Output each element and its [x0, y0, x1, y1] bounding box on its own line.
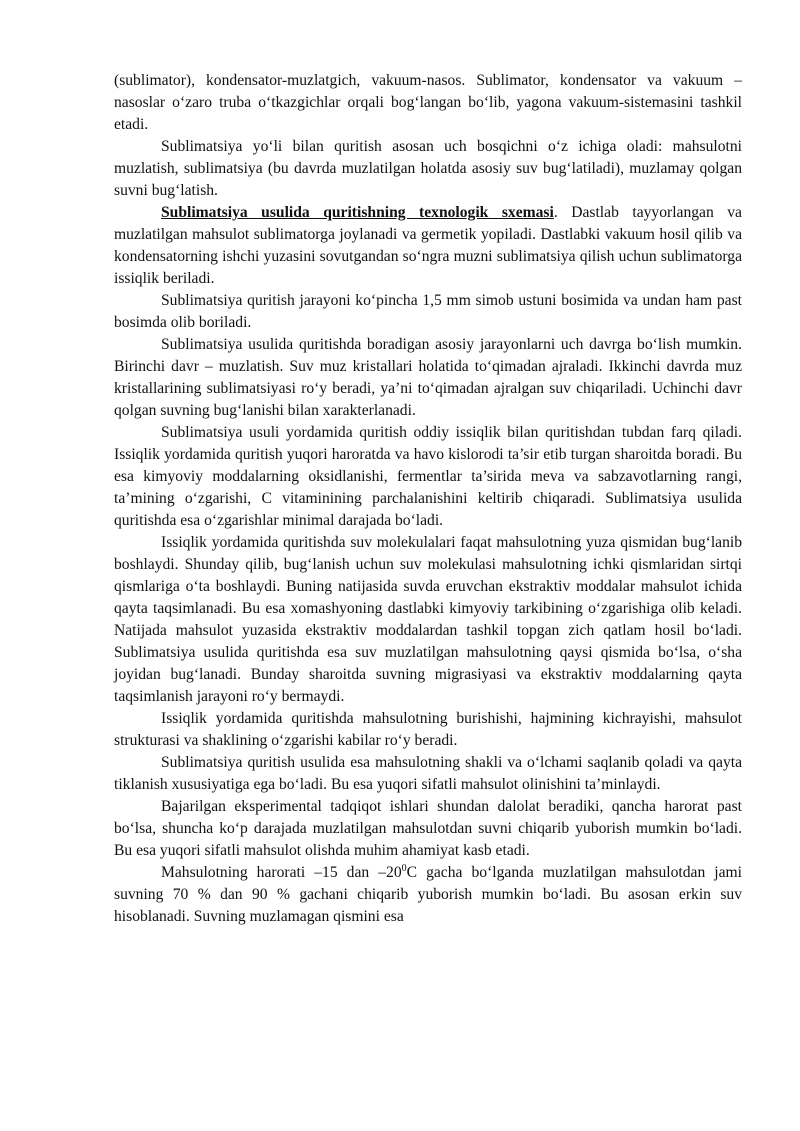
paragraph-text: . Dastlab tayyorlangan va muzlatilgan mahsulot sublimatorga joylanadi va germetik yopiladi. Dastlabki vakuum hosil qilib va kondensatorning ishchi yuzasini sovutgandan so‘ngra muzni sublimatsiya qilish uchun sublimatorga issiqlik beriladi.	[114, 204, 742, 287]
paragraph: Sublimatsiya usulida quritishda boradigan asosiy jarayonlarni uch davrga bo‘lish mumkin. Birinchi davr – muzlatish. Suv muz kristallari holatida to‘qimadan ajraladi. Ikkinchi davrda muz kristallarining sublimatsiyasi ro‘y beradi, ya’ni to‘qimadan ajralgan suv chiqariladi. Uchinchi davr qolgan suvning bug‘lanishi bilan xarakterlanadi.	[114, 336, 742, 419]
paragraph-with-heading	[114, 202, 742, 290]
paragraph: Sublimatsiya quritish usulida esa mahsulotning shakli va o‘lchami saqlanib qoladi va qayta tiklanish xususiyatiga ega bo‘ladi. Bu esa yuqori sifatli mahsulot olinishini ta’minlaydi.	[114, 754, 742, 793]
section-heading: Sublimatsiya usulida quritishning texnologik sxemasi	[161, 204, 554, 221]
document-page	[114, 70, 742, 928]
paragraph: Issiqlik yordamida quritishda mahsulotning burishishi, hajmining kichrayishi, mahsulot strukturasi va shaklining o‘zgarishi kabilar ro‘y beradi.	[114, 710, 742, 749]
paragraph-text: C gacha bo‘lganda muzlatilgan mahsulotdan jami suvning 70 % dan 90 % gachani chiqarib yuborish mumkin bo‘ladi. Bu asosan erkin suv hisoblanadi. Suvning muzlamagan qismini esa	[114, 864, 743, 925]
paragraph: Bajarilgan eksperimental tadqiqot ishlari shundan dalolat beradiki, qancha harorat past bo‘lsa, shuncha ko‘p darajada muzlatilgan mahsulotdan suvni chiqarib yuborish mumkin bo‘ladi. Bu esa yuqori sifatli mahsulot olishda muhim ahamiyat kasb etadi.	[114, 798, 742, 859]
paragraph	[114, 862, 742, 928]
paragraph: Sublimatsiya usuli yordamida quritish oddiy issiqlik bilan quritishdan tubdan farq qiladi. Issiqlik yordamida quritish yuqori haroratda va havo kislorodi ta’sir etib turgan sharoitda boradi. Bu esa kimyoviy moddalarning oksidlanishi, fermentlar ta’sirida meva va sabzavotlarning rangi, ta’mining o‘zgarishi, C vitaminining parchalanishini keltirib chiqaradi. Sublimatsiya usulida quritishda esa o‘zgarishlar minimal darajada bo‘ladi.	[114, 424, 742, 529]
paragraph: Issiqlik yordamida quritishda suv molekulalari faqat mahsulotning yuza qismidan bug‘lanib boshlaydi. Shunday qilib, bug‘lanish uchun suv molekulasi mahsulotning ichki qismlaridan sirtqi qismlariga o‘ta boshlaydi. Buning natijasida suvda eruvchan ekstraktiv moddalar mahsulot ichida qayta taqsimlanadi. Bu esa xomashyoning dastlabki kimyoviy tarkibining o‘zgarishiga olib keladi. Natijada mahsulot yuzasida ekstraktiv moddalardan tashkil topgan zich qatlam hosil bo‘ladi. Sublimatsiya usulida quritishda esa suv muzlatilgan mahsulotning qaysi qismida bo‘lsa, o‘sha joyidan bug‘lanadi. Bunday sharoitda suvning migrasiyasi va ekstraktiv moddalarning qayta taqsimlanish jarayoni ro‘y bermaydi.	[114, 534, 742, 705]
paragraph: Sublimatsiya yo‘li bilan quritish asosan uch bosqichni o‘z ichiga oladi: mahsulotni muzlatish, sublimatsiya (bu davrda muzlatilgan holatda asosiy suv bug‘latiladi), muzlamay qolgan suvni bug‘latish.	[114, 138, 742, 199]
paragraph: (sublimator), kondensator-muzlatgich, vakuum-nasos. Sublimator, kondensator va vakuum – nasoslar o‘zaro truba o‘tkazgichlar orqali bog‘langan bo‘lib, yagona vakuum-sistemasini tashkil etadi.	[114, 72, 742, 133]
degree-superscript: 0	[401, 862, 407, 874]
paragraph-text: Mahsulotning harorati –15 dan –20	[161, 864, 402, 881]
paragraph: Sublimatsiya quritish jarayoni ko‘pincha 1,5 mm simob ustuni bosimida va undan ham past bosimda olib boriladi.	[114, 292, 742, 331]
